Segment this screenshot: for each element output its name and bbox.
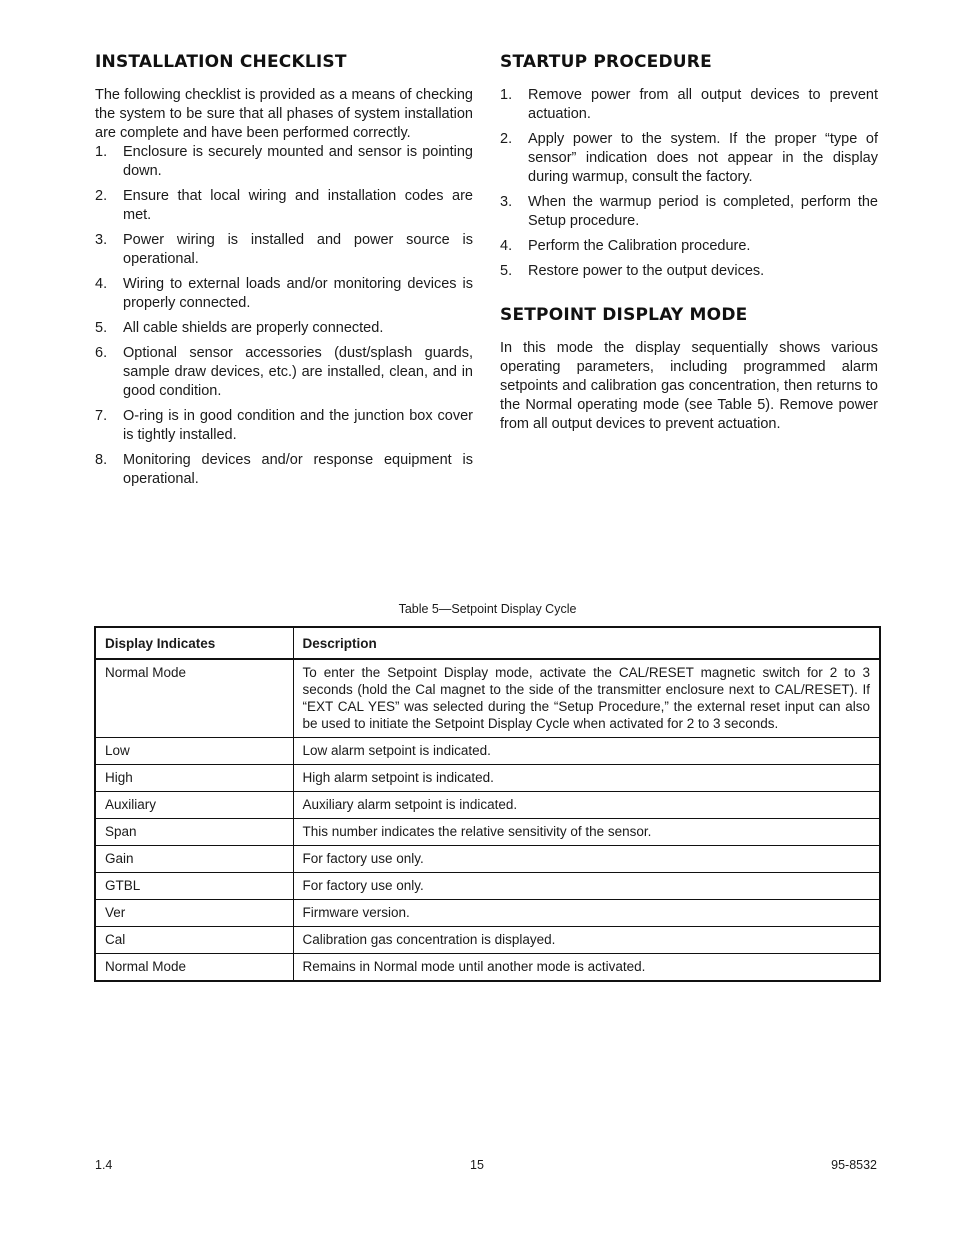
table-row bbox=[95, 819, 880, 846]
list-item bbox=[500, 130, 878, 187]
setpoint-display-mode-heading: SETPOINT DISPLAY MODE bbox=[500, 305, 748, 325]
table-cell-description: Calibration gas concentration is displayed. bbox=[293, 927, 880, 954]
list-item bbox=[95, 187, 473, 225]
table-cell-indicator: Span bbox=[95, 819, 293, 846]
column-header-display-indicates: Display Indicates bbox=[95, 627, 293, 659]
table-cell-description: This number indicates the relative sensitivity of the sensor. bbox=[293, 819, 880, 846]
list-item-number: 4. bbox=[500, 238, 513, 254]
list-item bbox=[95, 407, 473, 445]
installation-checklist-list bbox=[95, 143, 473, 489]
list-item bbox=[95, 231, 473, 269]
list-item-text: Wiring to external loads and/or monitoring devices is properly connected. bbox=[123, 276, 473, 311]
list-item-text: Perform the Calibration procedure. bbox=[528, 238, 751, 254]
list-item-text: Monitoring devices and/or response equipment is operational. bbox=[123, 452, 473, 487]
list-item-number: 2. bbox=[500, 131, 513, 147]
list-item-number: 4. bbox=[95, 276, 108, 292]
table-row bbox=[95, 738, 880, 765]
list-item bbox=[500, 86, 878, 124]
table-cell-description: For factory use only. bbox=[293, 846, 880, 873]
right-column bbox=[500, 52, 878, 434]
table-row bbox=[95, 765, 880, 792]
column-header-description: Description bbox=[293, 627, 880, 659]
list-item bbox=[95, 451, 473, 489]
setpoint-display-cycle-table bbox=[94, 626, 881, 982]
list-item-number: 7. bbox=[95, 408, 108, 424]
list-item-text: Remove power from all output devices to prevent actuation. bbox=[528, 87, 878, 122]
table-cell-indicator: Gain bbox=[95, 846, 293, 873]
list-item-text: All cable shields are properly connected. bbox=[123, 320, 384, 336]
table-row bbox=[95, 954, 880, 982]
list-item-number: 2. bbox=[95, 188, 108, 204]
list-item bbox=[95, 319, 473, 338]
list-item-text: Restore power to the output devices. bbox=[528, 263, 765, 279]
table-row bbox=[95, 792, 880, 819]
table-cell-description: Auxiliary alarm setpoint is indicated. bbox=[293, 792, 880, 819]
table-cell-indicator: Normal Mode bbox=[95, 954, 293, 982]
list-item-number: 1. bbox=[95, 144, 108, 160]
table-caption: Table 5—Setpoint Display Cycle bbox=[398, 602, 577, 616]
list-item bbox=[500, 193, 878, 231]
list-item-text: Apply power to the system. If the proper “type of sensor” indication does not appear in the display during warmup, consult the factory. bbox=[528, 131, 878, 185]
list-item-number: 5. bbox=[95, 320, 108, 336]
list-item-number: 3. bbox=[500, 194, 513, 210]
table-cell-description: Firmware version. bbox=[293, 900, 880, 927]
list-item-number: 8. bbox=[95, 452, 108, 468]
list-item-text: Power wiring is installed and power source is operational. bbox=[123, 232, 473, 267]
table-row bbox=[95, 900, 880, 927]
list-item-text: O-ring is in good condition and the junction box cover is tightly installed. bbox=[123, 408, 473, 443]
table-cell-indicator: Normal Mode bbox=[95, 659, 293, 738]
footer-revision: 1.4 bbox=[95, 1158, 113, 1172]
installation-intro: The following checklist is provided as a means of checking the system to be sure that all phases of system installation are complete and have been performed correctly. bbox=[95, 87, 473, 141]
startup-procedure-heading: STARTUP PROCEDURE bbox=[500, 52, 712, 72]
table-cell-description: To enter the Setpoint Display mode, activate the CAL/RESET magnetic switch for 2 to 3 seconds (hold the Cal magnet to the side of the transmitter enclosure next to CAL/RESET). If “EXT CAL YES” was selected during the “Setup Procedure,” the external reset input can also be used to initiate the Setpoint Display Cycle when activated for 2 to 3 seconds. bbox=[293, 659, 880, 738]
list-item-number: 3. bbox=[95, 232, 108, 248]
footer-document-number: 95-8532 bbox=[831, 1158, 877, 1172]
table-cell-indicator: Auxiliary bbox=[95, 792, 293, 819]
table-cell-description: For factory use only. bbox=[293, 873, 880, 900]
list-item bbox=[500, 262, 878, 281]
list-item-text: When the warmup period is completed, perform the Setup procedure. bbox=[528, 194, 878, 229]
table-row bbox=[95, 927, 880, 954]
list-item-number: 6. bbox=[95, 345, 108, 361]
table-row bbox=[95, 873, 880, 900]
startup-procedure-list bbox=[500, 86, 878, 281]
table-row bbox=[95, 659, 880, 738]
table-cell-description: Low alarm setpoint is indicated. bbox=[293, 738, 880, 765]
list-item bbox=[500, 237, 878, 256]
list-item bbox=[95, 275, 473, 313]
list-item bbox=[95, 143, 473, 181]
table-cell-indicator: Ver bbox=[95, 900, 293, 927]
table-cell-indicator: High bbox=[95, 765, 293, 792]
list-item bbox=[95, 344, 473, 401]
table-cell-description: Remains in Normal mode until another mode is activated. bbox=[293, 954, 880, 982]
setpoint-display-mode-body: In this mode the display sequentially shows various operating parameters, including programmed alarm setpoints and calibration gas concentration, then returns to the Normal operating mode (see Table 5). Remove power from all output devices to prevent actuation. bbox=[500, 340, 878, 432]
list-item-number: 1. bbox=[500, 87, 513, 103]
table-row bbox=[95, 846, 880, 873]
list-item-text: Optional sensor accessories (dust/splash guards, sample draw devices, etc.) are installed, clean, and in good condition. bbox=[123, 345, 473, 399]
installation-checklist-section bbox=[95, 52, 473, 495]
table-header-row bbox=[95, 627, 880, 659]
table-cell-indicator: Cal bbox=[95, 927, 293, 954]
list-item-text: Enclosure is securely mounted and sensor is pointing down. bbox=[123, 144, 473, 179]
table-cell-indicator: Low bbox=[95, 738, 293, 765]
list-item-text: Ensure that local wiring and installation codes are met. bbox=[123, 188, 473, 223]
table-cell-description: High alarm setpoint is indicated. bbox=[293, 765, 880, 792]
table-cell-indicator: GTBL bbox=[95, 873, 293, 900]
list-item-number: 5. bbox=[500, 263, 513, 279]
footer-page-number: 15 bbox=[470, 1158, 484, 1172]
installation-checklist-heading: INSTALLATION CHECKLIST bbox=[95, 52, 347, 72]
